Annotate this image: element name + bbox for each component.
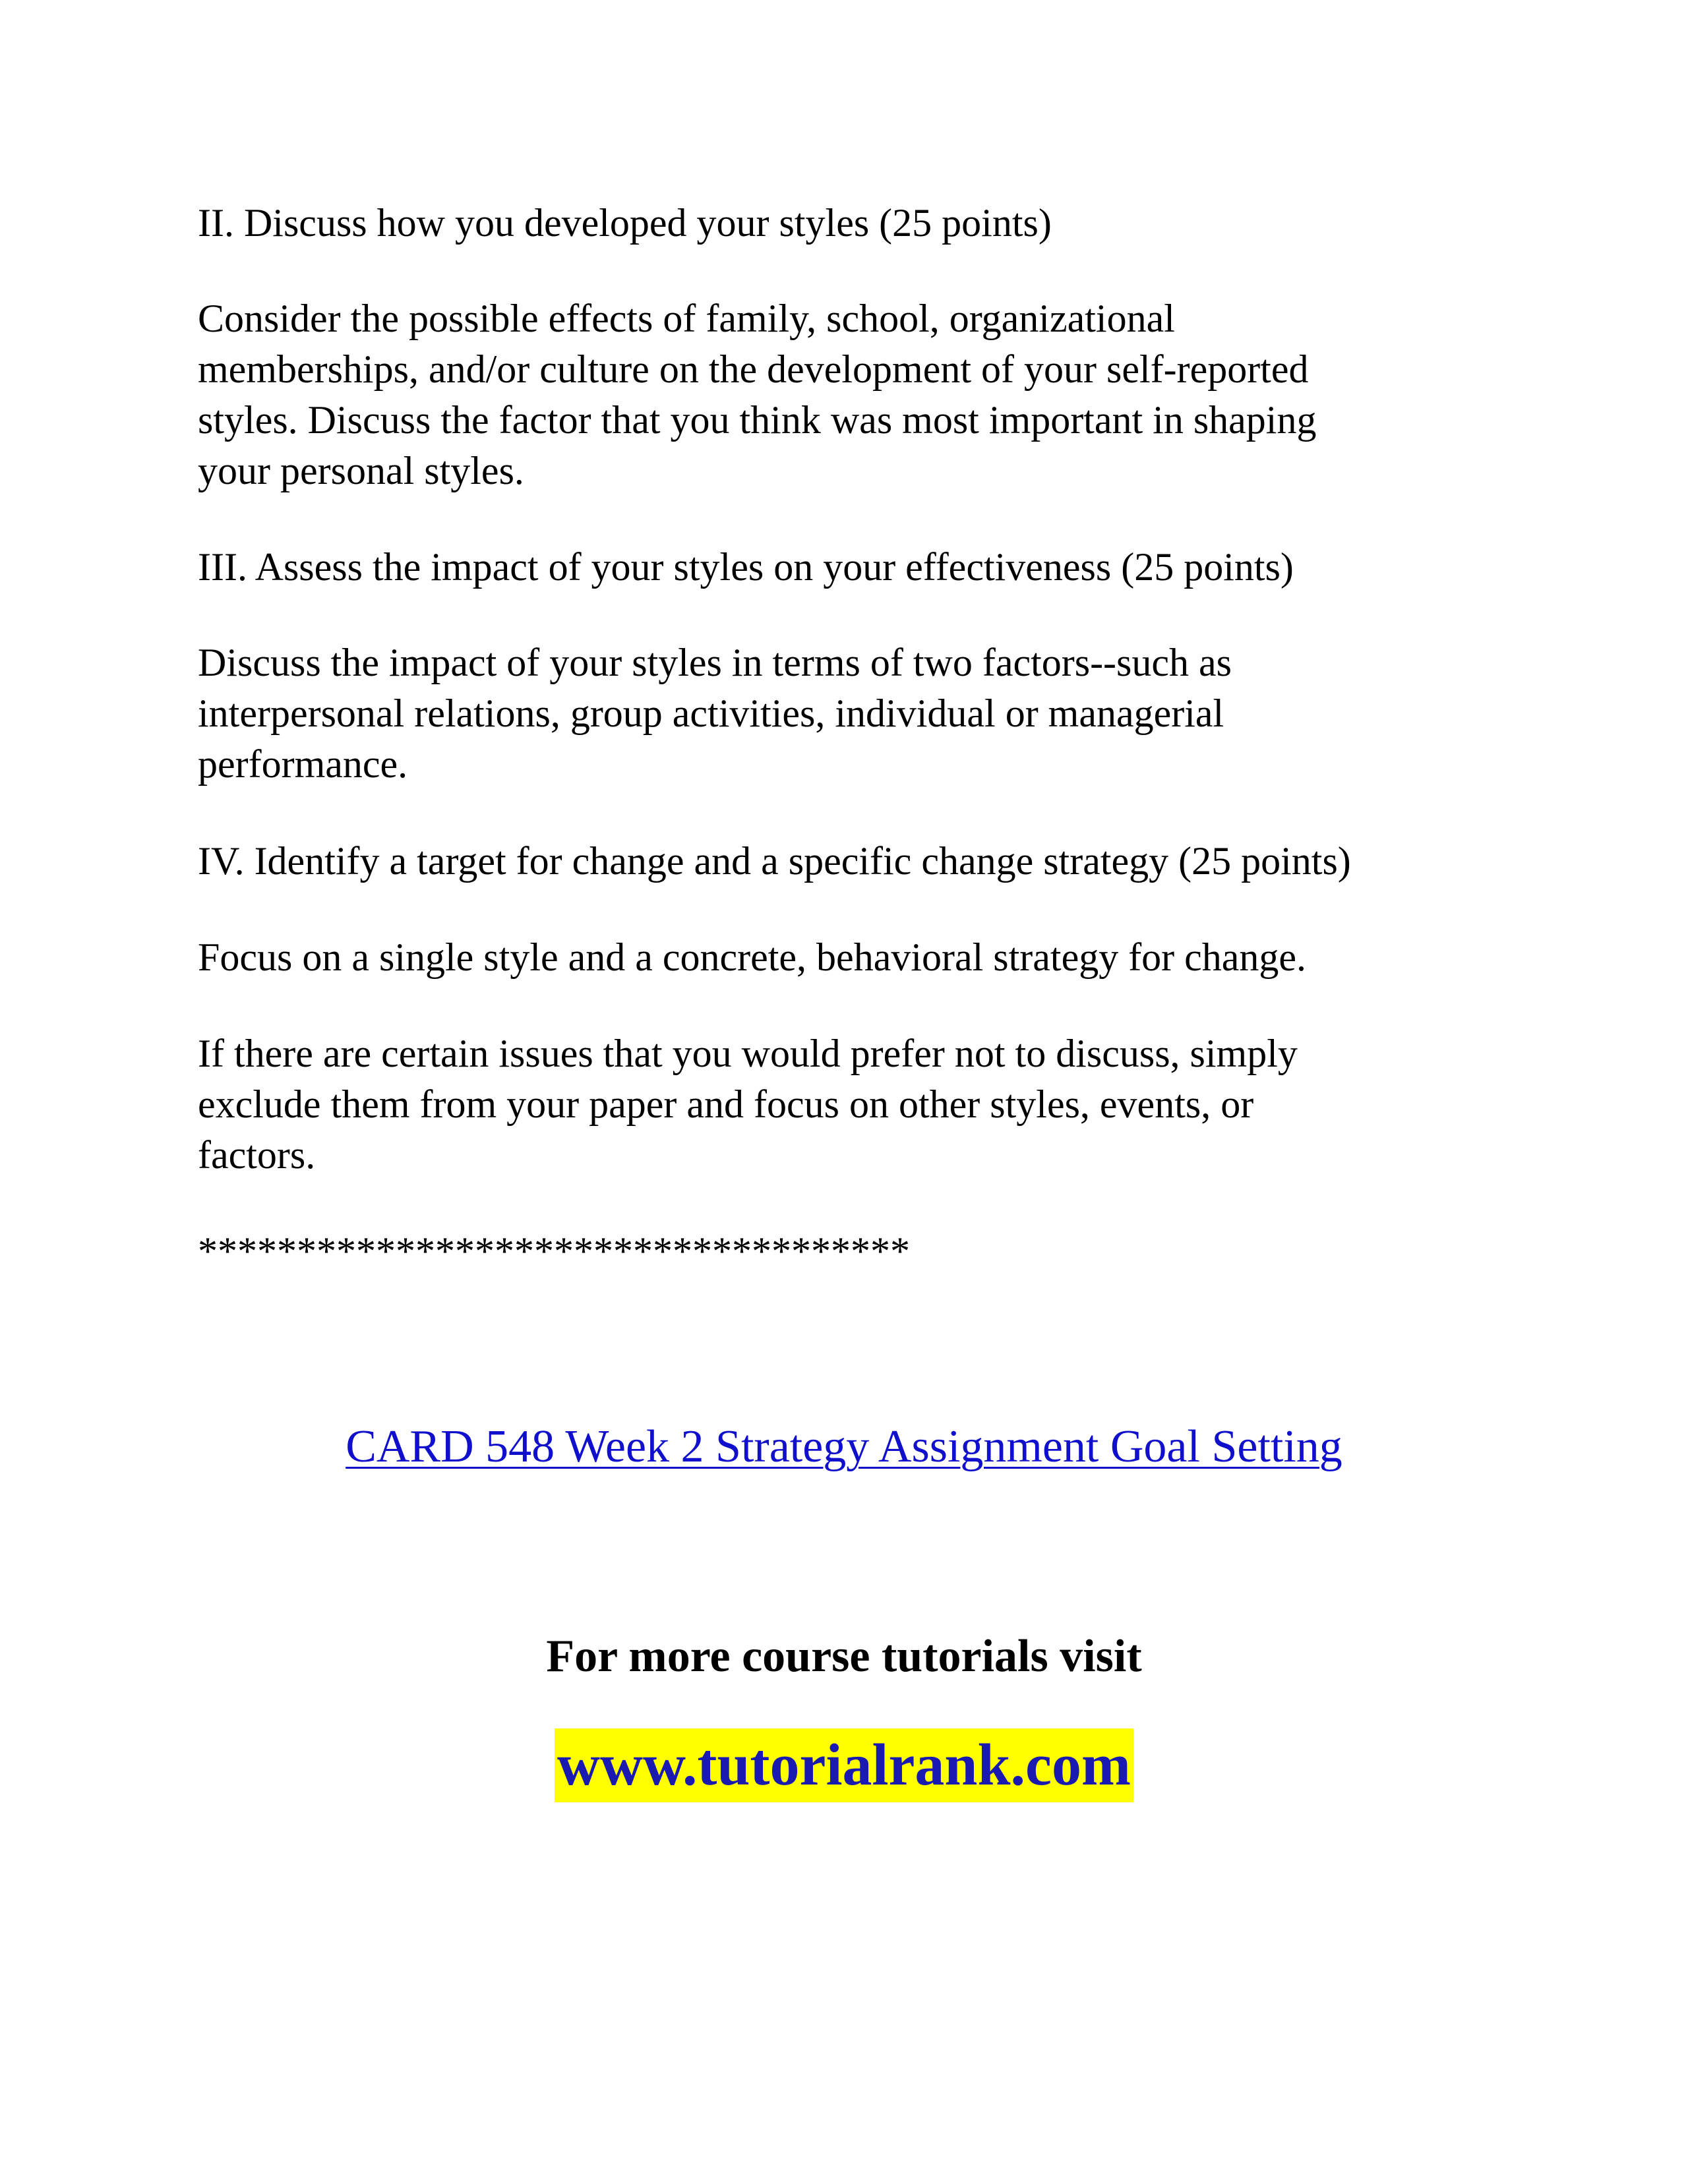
paragraph-line: your personal styles. <box>198 449 524 492</box>
section-3-body <box>198 637 1530 790</box>
paragraph-line: factors. <box>198 1133 316 1177</box>
section-4-body <box>198 932 1530 983</box>
section-4-heading <box>198 836 1530 887</box>
paragraph-line: Discuss the impact of your styles in terms of two factors--such as <box>198 641 1232 684</box>
heading-text: II. Discuss how you developed your styles (25 points) <box>198 201 1052 245</box>
note-paragraph <box>198 1028 1530 1181</box>
separator-text: ************************************ <box>198 1229 910 1273</box>
site-url-link[interactable]: www.tutorialrank.com <box>555 1728 1133 1802</box>
paragraph-line: interpersonal relations, group activities, individual or managerial <box>198 692 1224 735</box>
section-3-heading <box>198 542 1530 593</box>
promo-text: For more course tutorials visit <box>546 1631 1142 1682</box>
paragraph-line: memberships, and/or culture on the development of your self-reported <box>198 347 1309 391</box>
paragraph-line: exclude them from your paper and focus on other styles, events, or <box>198 1082 1254 1126</box>
course-link[interactable]: CARD 548 Week 2 Strategy Assignment Goal Setting <box>346 1421 1342 1472</box>
paragraph-line: If there are certain issues that you would prefer not to discuss, simply <box>198 1032 1298 1075</box>
section-2-body <box>198 293 1530 496</box>
paragraph-line: Consider the possible effects of family, school, organizational <box>198 297 1175 340</box>
paragraph-line: performance. <box>198 742 408 786</box>
asterisk-separator <box>198 1226 1530 1277</box>
heading-text: IV. Identify a target for change and a specific change strategy (25 points) <box>198 839 1351 883</box>
paragraph-line: styles. Discuss the factor that you think was most important in shaping <box>198 398 1317 442</box>
site-url-row <box>0 1728 1688 1802</box>
section-2-heading <box>198 198 1530 249</box>
course-link-row <box>0 1417 1688 1477</box>
paragraph-line: Focus on a single style and a concrete, behavioral strategy for change. <box>198 935 1307 979</box>
heading-text: III. Assess the impact of your styles on your effectiveness (25 points) <box>198 545 1294 589</box>
